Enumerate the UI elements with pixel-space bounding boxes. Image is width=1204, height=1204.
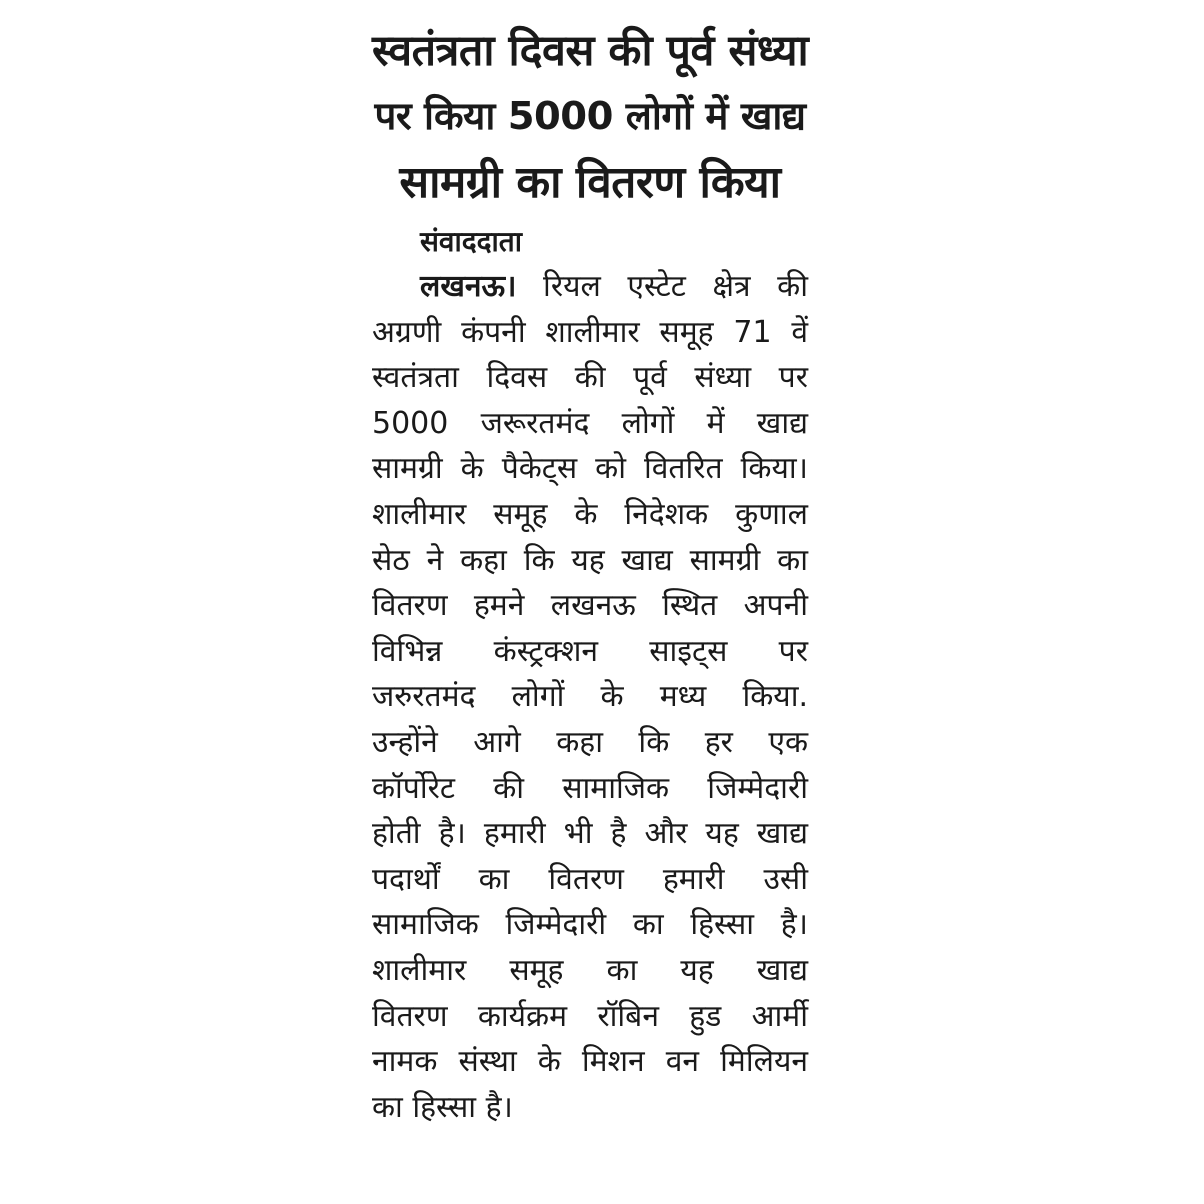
body-line: शालीमार समूह का यह खाद्य [372, 952, 808, 988]
body-line: वितरण हमने लखनऊ स्थित अपनी [372, 588, 808, 624]
body-line: वितरण कार्यक्रम रॉबिन हुड आर्मी [372, 998, 808, 1034]
body-line: होती है। हमारी भी है और यह खाद्य [372, 816, 808, 852]
newspaper-clipping [372, 18, 808, 1188]
headline-line: पर किया 5000 लोगों में खाद्य [374, 94, 806, 139]
body-line: शालीमार समूह के निदेशक कुणाल [372, 496, 808, 532]
body-line: उन्होंने आगे कहा कि हर एक [372, 724, 808, 760]
first-line-text: रियल एस्टेट क्षेत्र की [543, 269, 808, 304]
body-line: सामाजिक जिम्मेदारी का हिस्सा है। [372, 907, 808, 943]
headline-line: सामग्री का वितरण किया [399, 157, 781, 208]
body-line: स्वतंत्रता दिवस की पूर्व संध्या पर [372, 360, 808, 396]
body-line: जरुरतमंद लोगों के मध्य किया. [372, 679, 808, 715]
body-line [372, 264, 808, 310]
byline: संवाददाता [420, 225, 522, 258]
dateline: लखनऊ। [420, 269, 517, 304]
body-line: कॉर्पोरेट की सामाजिक जिम्मेदारी [372, 770, 808, 806]
body-line: सामग्री के पैकेट्स को वितरित किया। [372, 451, 808, 487]
body-line: विभिन्न कंस्ट्रक्शन साइट्स पर [372, 633, 808, 669]
headline-line: स्वतंत्रता दिवस की पूर्व संध्या [372, 26, 809, 76]
article-body [372, 264, 808, 1130]
body-line: सेठ ने कहा कि यह खाद्य सामग्री का [372, 542, 808, 578]
body-line: 5000 जरूरतमंद लोगों में खाद्य [372, 405, 808, 441]
headline [372, 18, 808, 216]
body-line: का हिस्सा है। [372, 1089, 513, 1125]
body-line: अग्रणी कंपनी शालीमार समूह 71 वें [372, 314, 808, 350]
body-line: नामक संस्था के मिशन वन मिलियन [372, 1044, 808, 1080]
body-line: पदार्थों का वितरण हमारी उसी [372, 861, 808, 897]
